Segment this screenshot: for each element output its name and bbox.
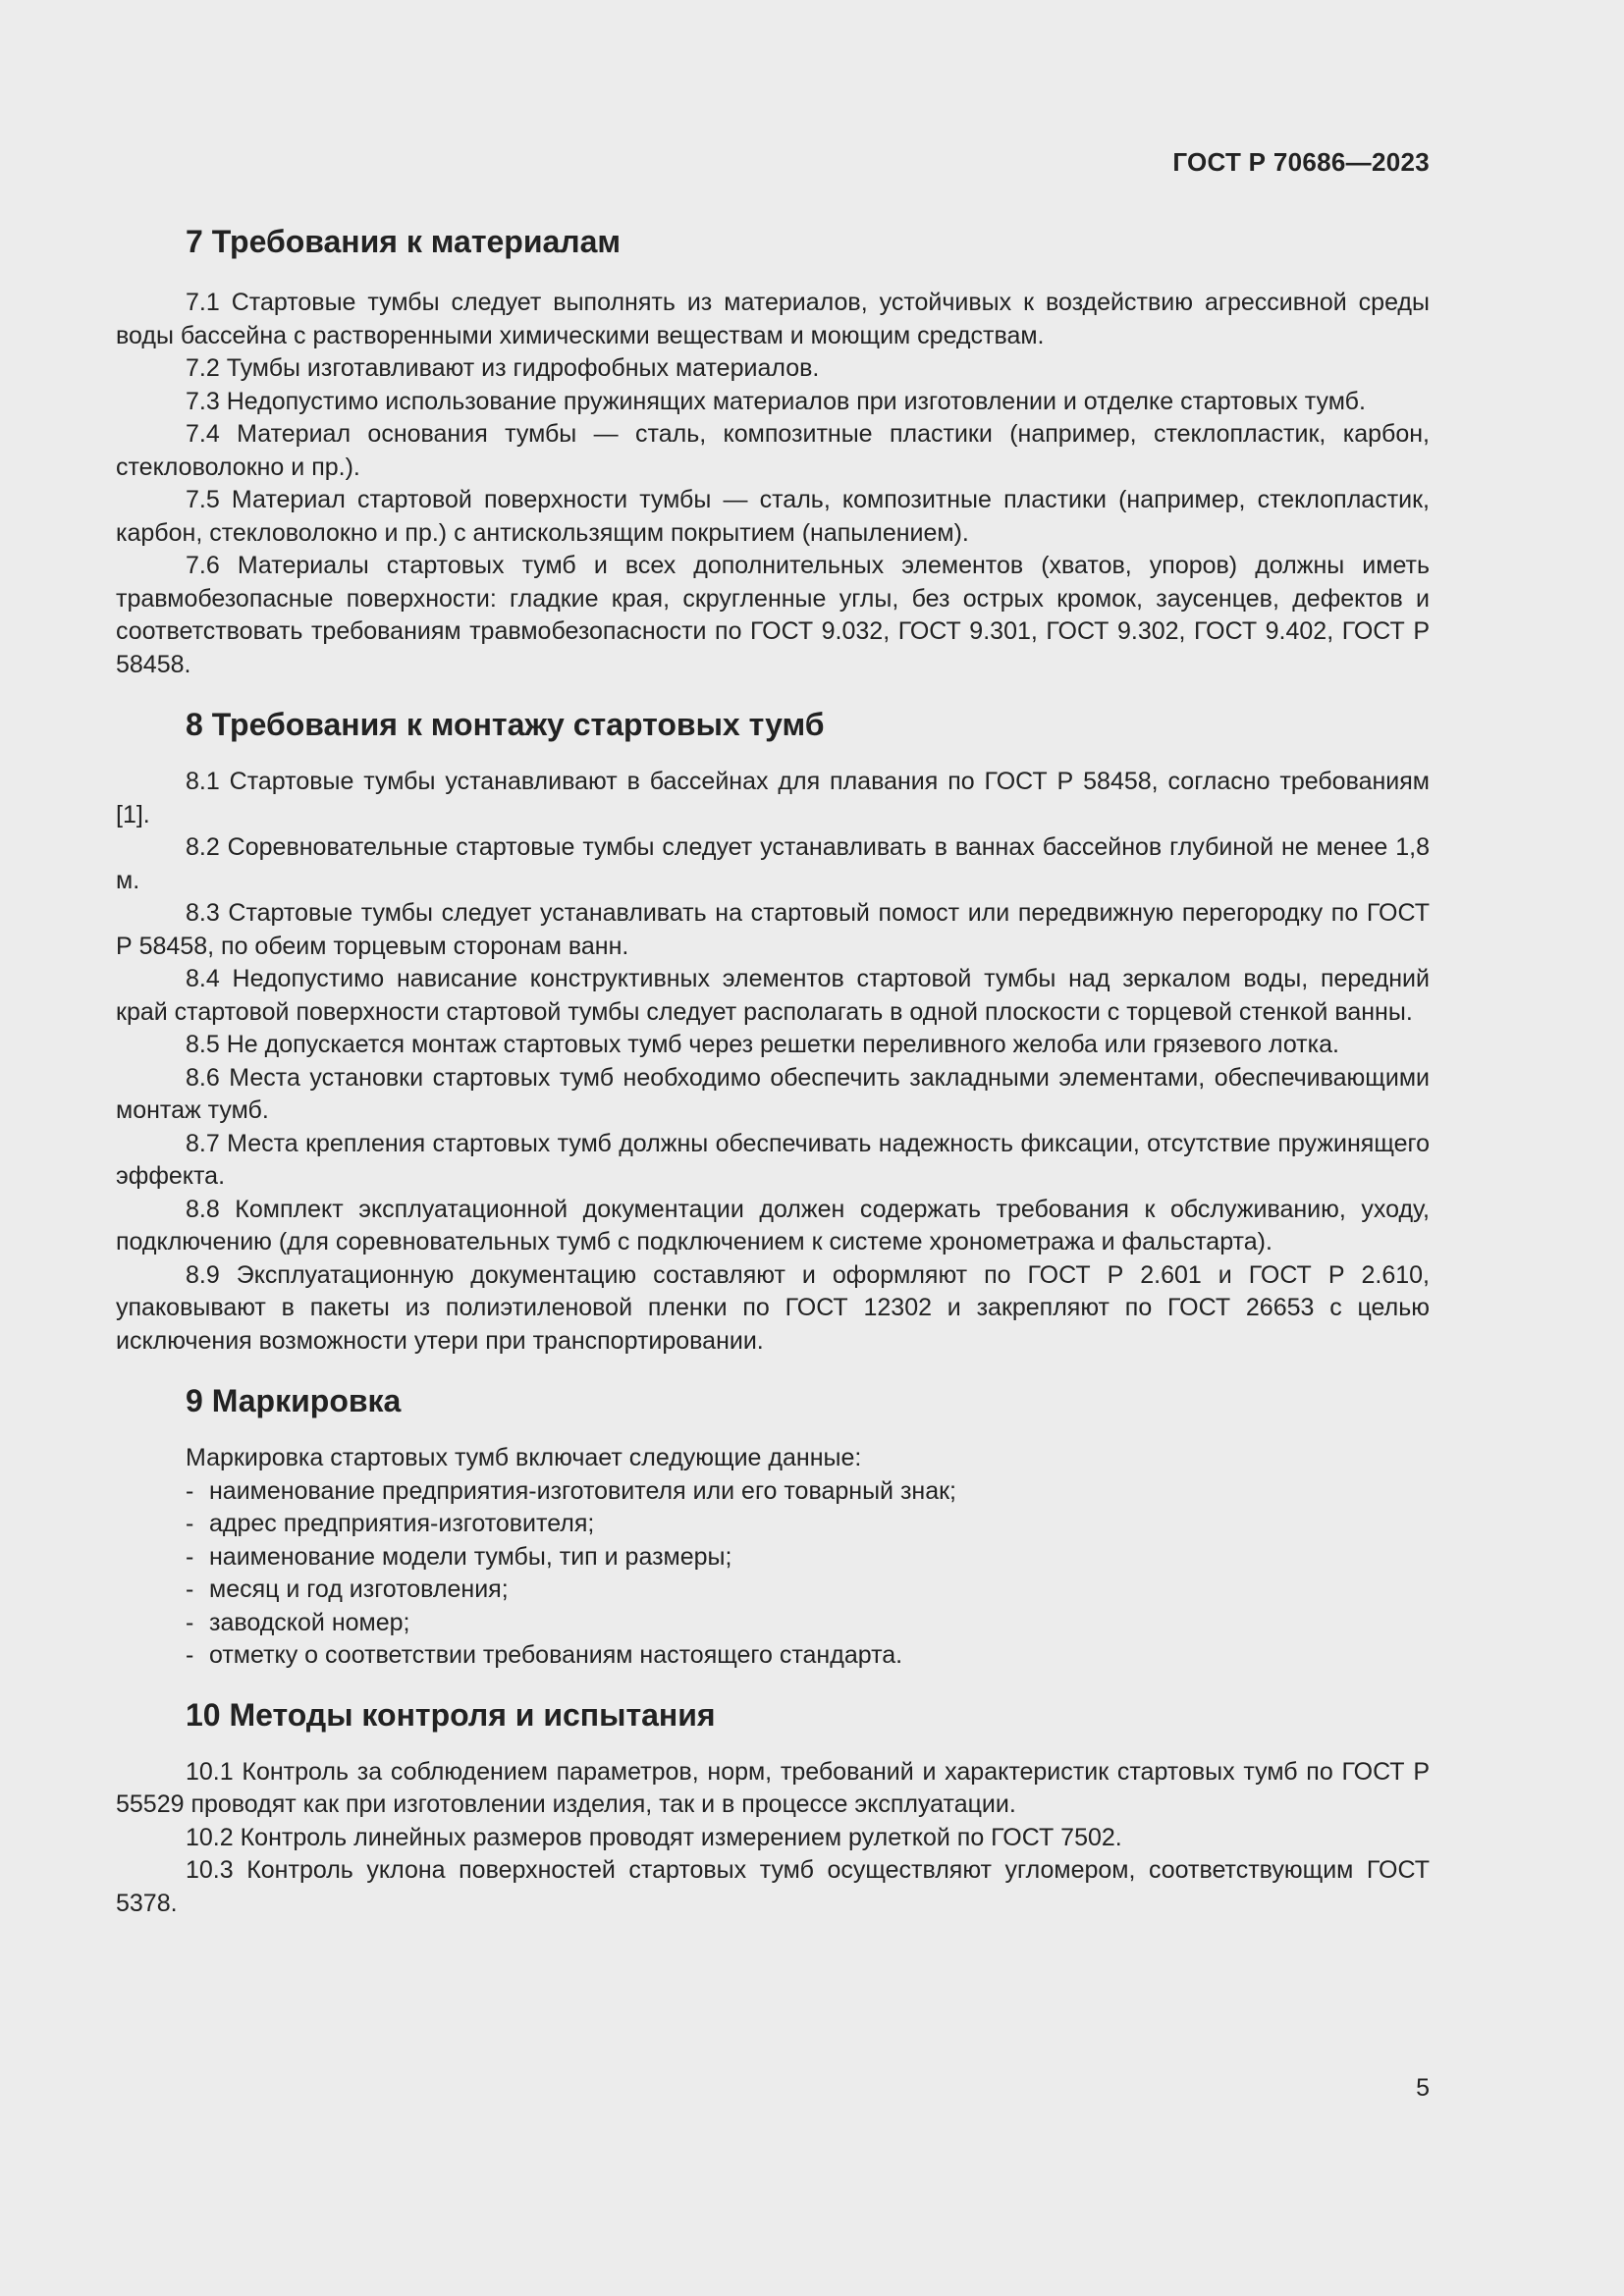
paragraph: 7.5 Материал стартовой поверхности тумбы — сталь, композитные пластики (например, стеклопластик, карбон, стекловолокно и пр.) с антискользящим покрытием (напылением).: [116, 486, 1430, 547]
list-intro: Маркировка стартовых тумб включает следующие данные:: [186, 1444, 862, 1471]
list-bullet: -: [186, 1608, 194, 1636]
paragraph: 10.3 Контроль уклона поверхностей стартовых тумб осуществляют угломером, соответствующим ГОСТ 5378.: [116, 1856, 1430, 1917]
document-body: [116, 220, 1430, 1920]
section-title: 8 Требования к монтажу стартовых тумб: [186, 707, 825, 742]
list-item: [186, 1607, 1430, 1640]
paragraph: 8.4 Недопустимо нависание конструктивных элементов стартовой тумбы над зеркалом воды, передний край стартовой поверхности стартовой тумбы следует располагать в одной плоскости с торцевой стенкой ванны.: [116, 965, 1430, 1026]
paragraph: 7.2 Тумбы изготавливают из гидрофобных материалов.: [186, 354, 820, 382]
list-item-text: наименование модели тумбы, тип и размеры;: [209, 1542, 732, 1571]
paragraph: 8.5 Не допускается монтаж стартовых тумб через решетки переливного желоба или грязевого лотка.: [186, 1031, 1339, 1058]
list-item: [186, 1541, 1430, 1575]
list-item: [186, 1574, 1430, 1607]
paragraph: 7.1 Стартовые тумбы следует выполнять из материалов, устойчивых к воздействию агрессивной среды воды бассейна с растворенными химическими веществам и моющим средствам.: [116, 289, 1430, 349]
paragraph: 8.1 Стартовые тумбы устанавливают в бассейнах для плавания по ГОСТ Р 58458, согласно требованиям [1].: [116, 768, 1430, 828]
paragraph: 7.4 Материал основания тумбы — сталь, композитные пластики (например, стеклопластик, карбон, стекловолокно и пр.).: [116, 420, 1430, 481]
section-title: 9 Маркировка: [186, 1383, 402, 1418]
list-item-text: отметку о соответствии требованиям настоящего стандарта.: [209, 1641, 903, 1669]
paragraph: 8.2 Соревновательные стартовые тумбы следует устанавливать в ваннах бассейнов глубиной не менее 1,8 м.: [116, 833, 1430, 894]
list-bullet: -: [186, 1641, 194, 1669]
section-title: 7 Требования к материалам: [186, 224, 622, 259]
list-item-text: наименование предприятия-изготовителя или его товарный знак;: [209, 1476, 956, 1505]
list-bullet: -: [186, 1510, 194, 1537]
paragraph: 8.8 Комплект эксплуатационной документации должен содержать требования к обслуживанию, уходу, подключению (для соревновательных тумб с подключением к системе хронометража и фальстарта).: [116, 1195, 1430, 1255]
paragraph: 8.6 Места установки стартовых тумб необходимо обеспечить закладными элементами, обеспечивающими монтаж тумб.: [116, 1063, 1430, 1124]
paragraph: 7.3 Недопустимо использование пружинящих материалов при изготовлении и отделке стартовых тумб.: [186, 387, 1366, 415]
paragraph: 7.6 Материалы стартовых тумб и всех дополнительных элементов (хватов, упоров) должны иметь травмобезопасные поверхности: гладкие края, скругленные углы, без острых кромок, заусенцев, дефектов и соответствовать требованиям травмобезопасности по ГОСТ 9.032, ГОСТ 9.301, ГОСТ 9.302, ГОСТ 9.402, ГОСТ Р 58458.: [116, 552, 1430, 678]
section-title: 10 Методы контроля и испытания: [186, 1696, 716, 1733]
paragraph: 8.7 Места крепления стартовых тумб должны обеспечивать надежность фиксации, отсутствие пружинящего эффекта.: [116, 1129, 1430, 1190]
page-number: 5: [1416, 2074, 1430, 2102]
list-item: [186, 1475, 1430, 1509]
list-bullet: -: [186, 1476, 194, 1505]
document-code: ГОСТ Р 70686—2023: [1172, 147, 1430, 177]
paragraph: 8.9 Эксплуатационную документацию составляют и оформляют по ГОСТ Р 2.601 и ГОСТ Р 2.610, упаковывают в пакеты из полиэтиленовой пленки по ГОСТ 12302 и закрепляют по ГОСТ 26653 с целью исключения возможности утери при транспортировании.: [116, 1260, 1430, 1355]
list-item-text: месяц и год изготовления;: [209, 1575, 509, 1603]
list-item: [186, 1508, 1430, 1541]
list-item: [186, 1639, 1430, 1673]
paragraph: 8.3 Стартовые тумбы следует устанавливать на стартовый помост или передвижную перегородку по ГОСТ Р 58458, по обеим торцевым сторонам ванн.: [116, 899, 1430, 960]
list-item-text: адрес предприятия-изготовителя;: [209, 1510, 595, 1537]
marking-list: [116, 1475, 1430, 1673]
list-bullet: -: [186, 1542, 194, 1571]
paragraph: 10.2 Контроль линейных размеров проводят измерением рулеткой по ГОСТ 7502.: [186, 1823, 1122, 1851]
list-bullet: -: [186, 1575, 194, 1603]
paragraph: 10.1 Контроль за соблюдением параметров, норм, требований и характеристик стартовых тумб по ГОСТ Р 55529 проводят как при изготовлении изделия, так и в процессе эксплуатации.: [116, 1757, 1430, 1818]
list-item-text: заводской номер;: [209, 1608, 410, 1636]
